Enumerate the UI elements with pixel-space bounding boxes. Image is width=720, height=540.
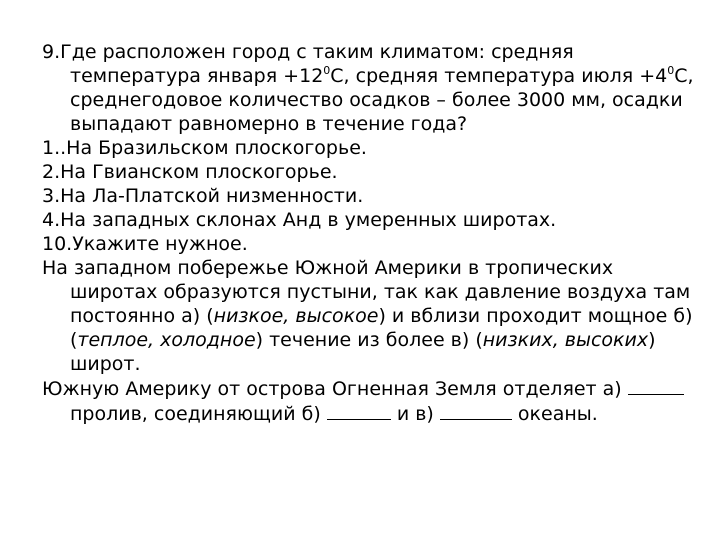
q11-part-4: океаны. bbox=[511, 403, 598, 425]
option-1: 1..На Бразильском плоскогорье. bbox=[42, 137, 367, 159]
q10-part-2: ) и вблизи проходит мощное б) ( bbox=[70, 305, 693, 351]
q10-choice-b: теплое, холодное bbox=[77, 329, 256, 351]
question-9-text-2: С, средняя температура июля +4 bbox=[330, 65, 668, 87]
question-9 bbox=[42, 40, 702, 136]
q11-part-1: Южную Америку от острова Огненная Земля отделяет а) bbox=[42, 378, 628, 400]
degree-sup-1: 0 bbox=[323, 63, 331, 77]
q10-part-4: ) широт. bbox=[70, 329, 656, 375]
q10-choice-c: низких, высоких bbox=[482, 329, 649, 351]
question-9-text-3: С, среднегодовое количество осадков – более 3000 мм, осадки выпадают равномерно в течение года? bbox=[70, 65, 694, 135]
option-4: 4.На западных склонах Анд в умеренных широтах. bbox=[42, 209, 557, 231]
q10-part-1: На западном побережье Южной Америки в тропических широтах образуются пустыни, так как давление воздуха там постоянно а) ( bbox=[42, 257, 691, 327]
blank-b bbox=[327, 401, 391, 420]
q10-choice-a: низкое, высокое bbox=[213, 305, 379, 327]
q10-part-3: ) течение из более в) ( bbox=[255, 329, 483, 351]
slide-content bbox=[42, 40, 702, 426]
option-3: 3.На Ла-Платской низменности. bbox=[42, 185, 364, 207]
degree-sup-2: 0 bbox=[667, 63, 675, 77]
option-2: 2.На Гвианском плоскогорье. bbox=[42, 161, 338, 183]
blank-c bbox=[440, 401, 512, 420]
question-10-text bbox=[42, 256, 702, 376]
question-9-text-1: 9.Где расположен город с таким климатом: средняя температура января +12 bbox=[42, 41, 574, 87]
q11-part-3: и в) bbox=[390, 403, 440, 425]
question-10-title: 10.Укажите нужное. bbox=[42, 233, 248, 255]
q11-part-2: пролив, соединяющий б) bbox=[70, 403, 327, 425]
question-11-text bbox=[42, 376, 702, 426]
blank-a bbox=[628, 376, 684, 395]
